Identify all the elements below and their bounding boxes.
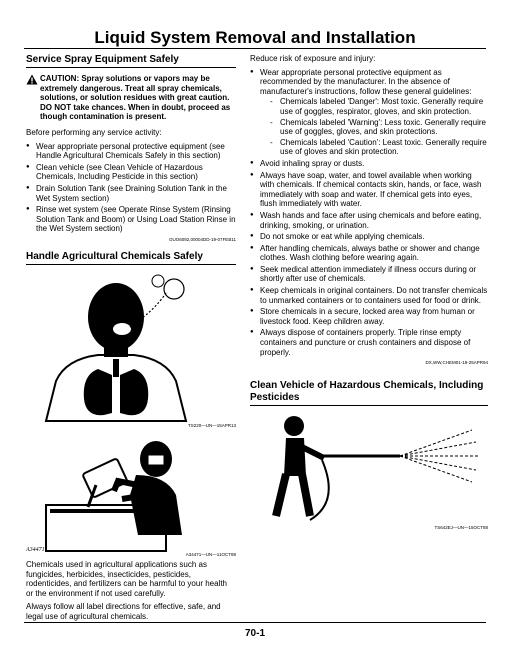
inhalation-hazard-illustration [26,271,236,427]
figure-lungs [26,271,236,431]
page-number: 70-1 [244,628,265,639]
footer-rule [24,622,486,623]
left-column [26,54,236,625]
list-item: ● After handling chemicals, always bathe or shower and change clothes. Wash clothing before wearing again. [250,244,488,263]
list-item [250,68,488,157]
list-item: ● Store chemicals in a secure, locked area way from human or livestock food. Keep children away. [250,307,488,326]
reduce-risk-intro: Reduce risk of exposure and injury: [250,54,376,63]
page-title: Liquid System Removal and Installation [94,28,416,47]
list-item: - Chemicals labeled 'Danger': Most toxic. Generally require use of goggles, respirator, gloves, and skin protection. [270,97,488,116]
list-item: ● Wash hands and face after using chemicals and before eating, drinking, smoking, or urination. [250,211,488,230]
pressure-washing-illustration [250,412,488,524]
warning-triangle-icon [26,74,38,85]
label-directions-paragraph: Always follow all label directions for effective, safe, and legal use of agricultural chemicals. [26,602,221,621]
mixing-chemicals-illustration [26,435,236,555]
reference-code: OUO6092,00004DD-19-07FEB11 [169,236,236,242]
reference-code: DX,WW,CHEM01-19-25APR94 [425,360,488,366]
list-item: ● Seek medical attention immediately if illness occurs during or shortly after use of chemicals. [250,265,488,284]
right-column [250,54,488,532]
figure-code: TS642EJ—UN—15OCT88 [434,524,488,530]
list-item: ● Rinse wet system (see Operate Rinse System (Rinsing Solution Tank and Boom) or Using Load Station Rinse in the Wet System section) [26,205,236,234]
ppe-text: Wear appropriate personal protective equipment as recommended by the manufacturer. In the absence of manufacturer's instructions, follow these general guidelines: [260,67,472,96]
list-item: ● Always dispose of containers properly. Triple rinse empty containers and puncture or crush containers and dispose of properly. [250,328,488,357]
list-item: ● Always have soap, water, and towel available when working with chemicals. If chemical contacts skin, hands, or face, wash immediately with soap and water. If chemical gets into eyes, flush immediately with water. [250,171,488,209]
chemicals-paragraph: Chemicals used in agricultural applications such as fungicides, herbicides, insecticides, pesticides, rodenticides, and fertilizers can be harmful to your health or the environment if not used carefully. [26,559,227,598]
list-item: ● Keep chemicals in original containers. Do not transfer chemicals to unmarked containers or to containers used for food or drink. [250,286,488,305]
figure-mixing [26,435,236,560]
list-item: ● Clean vehicle (see Clean Vehicle of Hazardous Chemicals, Including Pesticide in this section) [26,163,236,182]
figure-code: TS220—UN—15APR13 [187,423,236,429]
service-intro: Before performing any service activity: [26,127,162,137]
list-item: - Chemicals labeled 'Caution': Least toxic. Generally require use of gloves and skin protection. [270,138,488,157]
list-item: ● Do not smoke or eat while applying chemicals. [250,232,488,242]
caution-text: CAUTION: Spray solutions or vapors may be extremely dangerous. Treat all spray chemicals, solutions, or solution residues with great caution. DO NOT take chances. When in doubt, proceed as though contamination is present. [40,74,231,122]
figure-tag: A34471 [26,547,45,554]
list-item: - Chemicals labeled 'Warning': Less toxic. Generally require use of goggles, gloves, and skin protections. [270,118,488,137]
chemical-label-list [270,97,488,157]
figure-spray-wash [250,412,488,532]
exposure-bullet-list [250,68,488,358]
title-rule [24,48,486,49]
figure-code: A34471—UN—11OCT88 [185,552,236,558]
caution-block [26,74,236,122]
list-item: ● Avoid inhaling spray or dusts. [250,159,488,169]
service-spray-heading: Service Spray Equipment Safely [26,54,236,68]
list-item: ● Wear appropriate personal protective equipment (see Handle Agricultural Chemicals Safely in this section) [26,142,236,161]
clean-vehicle-heading: Clean Vehicle of Hazardous Chemicals, Including Pesticides [250,380,488,406]
handle-chemicals-heading: Handle Agricultural Chemicals Safely [26,251,236,265]
service-bullet-list [26,142,236,234]
list-item: ● Drain Solution Tank (see Draining Solution Tank in the Wet System section) [26,184,236,203]
